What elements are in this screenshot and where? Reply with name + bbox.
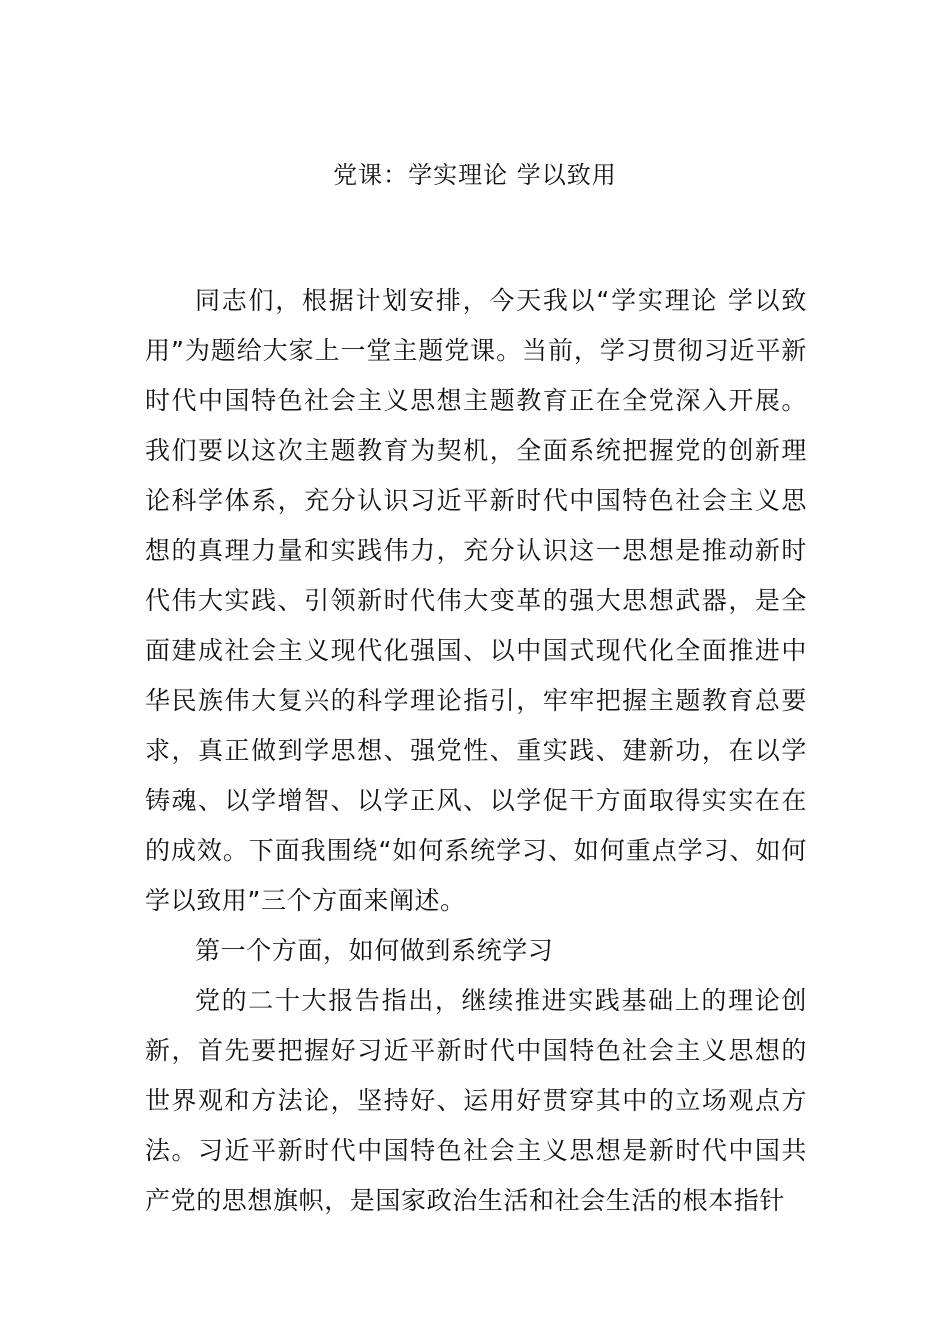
document-body bbox=[145, 276, 807, 1226]
paragraph-intro: 同志们，根据计划安排，今天我以“学实理论 学以致用”为题给大家上一堂主题党课。当前，学习贯彻习近平新时代中国特色社会主义思想主题教育正在全党深入开展。我们要以这次主题教育为契机，全面系统把握党的创新理论科学体系，充分认识习近平新时代中国特色社会主义思想的真理力量和实践伟力，充分认识这一思想是推动新时代伟大实践、引领新时代伟大变革的强大思想武器，是全面建成社会主义现代化强国、以中国式现代化全面推进中华民族伟大复兴的科学理论指引，牢牢把握主题教育总要求，真正做到学思想、强党性、重实践、建新功，在以学铸魂、以学增智、以学正风、以学促干方面取得实实在在的成效。下面我围绕“如何系统学习、如何重点学习、如何学以致用”三个方面来阐述。 bbox=[145, 286, 807, 915]
paragraph-section-1: 党的二十大报告指出，继续推进实践基础上的理论创新，首先要把握好习近平新时代中国特色社会主义思想的世界观和方法论，坚持好、运用好贯穿其中的立场观点方法。习近平新时代中国特色社会主义思想是新时代中国共产党的思想旗帜，是国家政治生活和社会生活的根本指针 bbox=[145, 986, 807, 1215]
document-title: 党课：学实理论 学以致用 bbox=[333, 161, 617, 189]
section-heading-1: 第一个方面，如何做到系统学习 bbox=[195, 936, 554, 965]
